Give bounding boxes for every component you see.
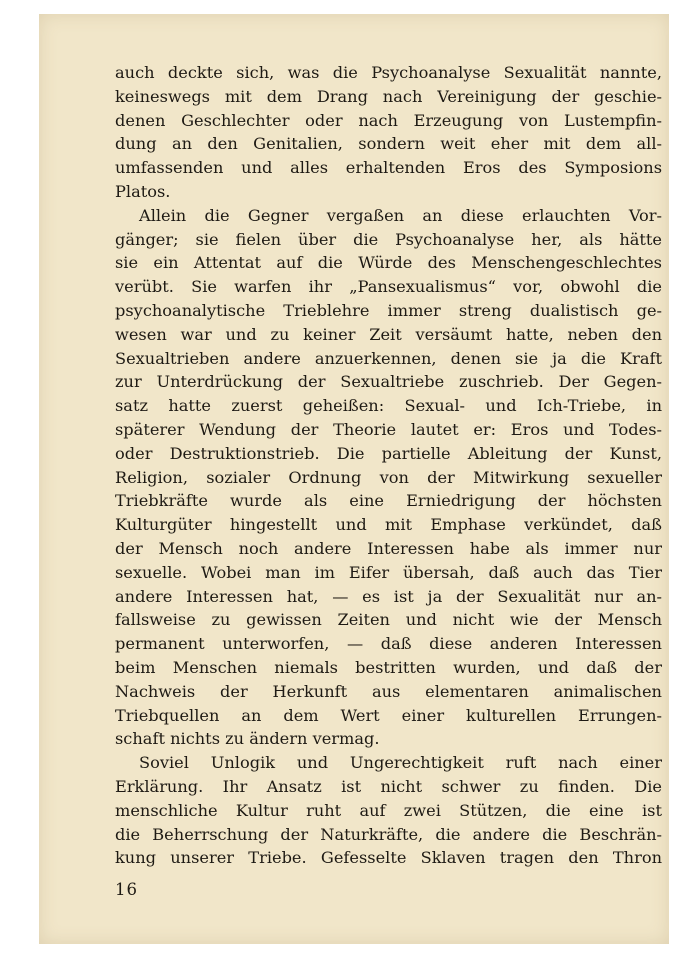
text-line: umfassenden und alles erhaltenden Eros des Symposions [115, 158, 662, 178]
text-line: menschliche Kultur ruht auf zwei Stützen, die eine ist [115, 800, 662, 820]
text-line: späterer Wendung der Theorie lautet er: Eros und Todes- [115, 419, 662, 439]
text-line: kung unserer Triebe. Gefesselte Sklaven tragen den Thron [115, 848, 662, 868]
text-line: wesen war und zu keiner Zeit versäumt hatte, neben den [115, 324, 662, 344]
text-line: beim Menschen niemals bestritten wurden, und daß der [115, 657, 662, 677]
text-line: Sexualtrieben andere anzuerkennen, denen sie ja die Kraft [115, 348, 662, 368]
text-line: Platos. [115, 181, 171, 201]
text-line: psychoanalytische Trieblehre immer streng dualistisch ge- [115, 300, 662, 320]
text-line: gänger; sie fielen über die Psychoanalyse her, als hätte [115, 229, 662, 249]
text-line: Nachweis der Herkunft aus elementaren animalischen [115, 681, 662, 701]
text-line: sie ein Attentat auf die Würde des Menschengeschlechtes [115, 253, 662, 273]
text-line: verübt. Sie warfen ihr „Pansexualismus“ vor, obwohl die [115, 277, 662, 297]
text-line: der Mensch noch andere Interessen habe als immer nur [115, 538, 662, 558]
text-line: permanent unterworfen, — daß diese anderen Interessen [115, 634, 662, 654]
text-line: keineswegs mit dem Drang nach Vereinigung der geschie- [115, 86, 662, 106]
text-line: denen Geschlechter oder nach Erzeugung von Lustempfin- [115, 110, 662, 130]
text-line: die Beherrschung der Naturkräfte, die andere die Beschrän- [115, 824, 662, 844]
text-line: Religion, sozialer Ordnung von der Mitwirkung sexueller [115, 467, 662, 487]
text-line: fallsweise zu gewissen Zeiten und nicht wie der Mensch [115, 610, 662, 630]
text-line: Allein die Gegner vergaßen an diese erlauchten Vor- [139, 205, 662, 225]
text-line: oder Destruktionstrieb. Die partielle Ableitung der Kunst, [115, 443, 662, 463]
text-line: Triebquellen an dem Wert einer kulturellen Errungen- [115, 705, 662, 725]
text-line: Erklärung. Ihr Ansatz ist nicht schwer zu finden. Die [115, 776, 662, 796]
text-line: Triebkräfte wurde als eine Erniedrigung der höchsten [115, 491, 662, 511]
text-line: Soviel Unlogik und Ungerechtigkeit ruft nach einer [139, 753, 662, 773]
text-line: schaft nichts zu ändern vermag. [115, 729, 380, 749]
text-line: satz hatte zuerst geheißen: Sexual- und Ich-Triebe, in [115, 396, 662, 416]
text-line: dung an den Genitalien, sondern weit eher mit dem all- [115, 134, 662, 154]
text-line: sexuelle. Wobei man im Eifer übersah, daß auch das Tier [115, 562, 662, 582]
text-line: auch deckte sich, was die Psychoanalyse Sexualität nannte, [115, 63, 662, 82]
text-line: andere Interessen hat, — es ist ja der Sexualität nur an- [115, 586, 662, 606]
book-page [39, 14, 669, 944]
page-number: 16 [115, 880, 138, 899]
text-line: Kulturgüter hingestellt und mit Emphase verkündet, daß [115, 515, 662, 535]
text-line: zur Unterdrückung der Sexualtriebe zuschrieb. Der Gegen- [115, 372, 662, 392]
body-text [115, 61, 662, 870]
